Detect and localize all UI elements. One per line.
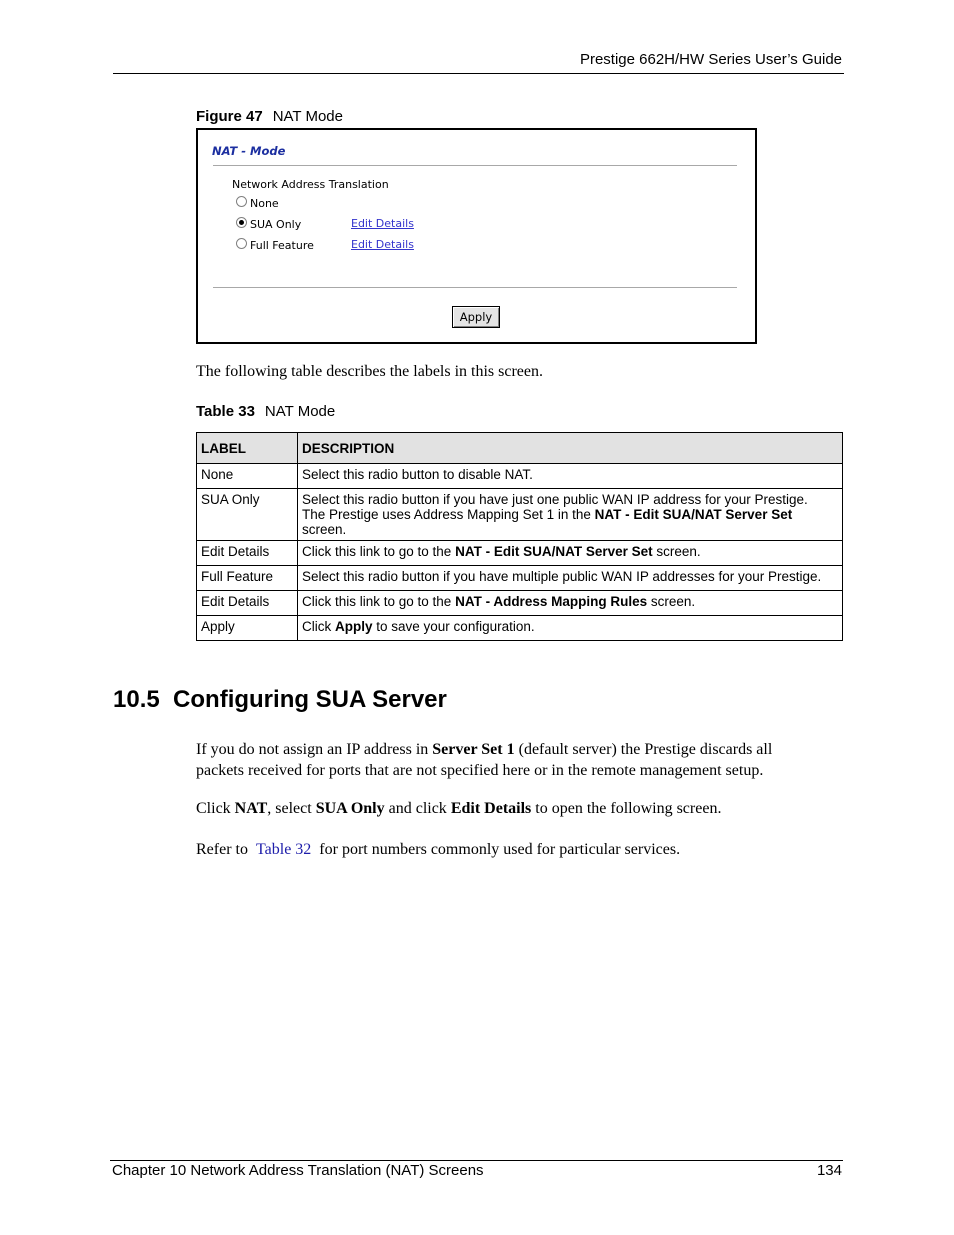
footer-divider — [110, 1160, 843, 1161]
table-row — [197, 541, 843, 566]
table-row — [197, 489, 843, 541]
section-heading: 10.5 Configuring SUA Server — [113, 686, 447, 713]
table-32-link[interactable]: Table 32 — [255, 841, 312, 858]
table-row — [197, 566, 843, 591]
figure-caption-text: NAT Mode — [272, 108, 343, 125]
radio-full-feature[interactable] — [236, 238, 247, 249]
paragraph-click-nat — [196, 800, 721, 818]
row-label: Edit Details — [197, 591, 298, 616]
row-description: Select this radio button if you have multiple public WAN IP addresses for your Prestige. — [298, 566, 843, 591]
radio-full-feature-label: Full Feature — [250, 239, 314, 252]
desc-text: The Prestige uses Address Mapping Set 1 in the — [302, 507, 595, 522]
radio-sua-only[interactable] — [236, 217, 247, 228]
desc-text: screen. — [652, 544, 701, 559]
desc-bold: Apply — [335, 619, 373, 634]
para-bold: Edit Details — [450, 800, 532, 817]
nat-group-label: Network Address Translation — [232, 178, 389, 191]
desc-text: Select this radio button if you have just one public WAN IP address for your Prestige. — [302, 492, 808, 507]
row-description: Select this radio button to disable NAT. — [298, 464, 843, 489]
nat-mode-screenshot — [196, 128, 757, 344]
para-text: If you do not assign an IP address in — [196, 741, 433, 758]
para-text: to open the following screen. — [531, 800, 722, 817]
radio-sua-only-label: SUA Only — [250, 218, 302, 231]
desc-text: to save your configuration. — [372, 619, 535, 634]
screen-title: NAT - Mode — [212, 144, 286, 158]
row-label: Full Feature — [197, 566, 298, 591]
intro-paragraph: The following table describes the labels in this screen. — [196, 363, 544, 380]
table-label: Table 33 — [196, 403, 255, 420]
table-row — [197, 591, 843, 616]
header-divider — [113, 73, 844, 74]
footer-chapter: Chapter 10 Network Address Translation (NAT) Screens — [112, 1162, 484, 1179]
paragraph-refer — [196, 841, 680, 859]
desc-bold: NAT - Edit SUA/NAT Server Set — [594, 507, 793, 522]
para-text: for port numbers commonly used for particular services. — [315, 841, 681, 858]
para-bold: SUA Only — [315, 800, 385, 817]
apply-button[interactable]: Apply — [452, 306, 500, 328]
desc-bold: NAT - Edit SUA/NAT Server Set — [455, 544, 653, 559]
figure-label: Figure 47 — [196, 108, 263, 125]
table-row — [197, 616, 843, 641]
desc-bold: NAT - Address Mapping Rules — [455, 594, 648, 609]
column-header-description: DESCRIPTION — [298, 433, 843, 464]
table-caption-text: NAT Mode — [264, 403, 336, 420]
para-bold: Server Set 1 — [432, 741, 515, 758]
row-description — [298, 616, 843, 641]
page-number: 134 — [816, 1162, 842, 1179]
desc-text: screen. — [647, 594, 696, 609]
desc-text: Click — [302, 619, 335, 634]
screen-divider-bottom — [213, 287, 737, 289]
para-text: (default server) the Prestige discards all — [514, 741, 773, 758]
nat-mode-table — [196, 432, 843, 641]
row-description — [298, 489, 843, 541]
edit-details-full-link[interactable]: Edit Details — [351, 238, 414, 251]
screen-divider-top — [213, 165, 737, 167]
row-label: Apply — [197, 616, 298, 641]
para-text: Click — [196, 800, 235, 817]
table-caption — [196, 403, 335, 420]
edit-details-sua-link[interactable]: Edit Details — [351, 217, 414, 230]
row-label: Edit Details — [197, 541, 298, 566]
radio-none[interactable] — [236, 196, 247, 207]
paragraph-server-set — [196, 739, 772, 781]
running-header: Prestige 662H/HW Series User’s Guide — [579, 51, 842, 68]
desc-text: screen. — [302, 522, 347, 537]
figure-caption — [196, 108, 343, 125]
row-label: SUA Only — [197, 489, 298, 541]
table-row — [197, 464, 843, 489]
para-text: packets received for ports that are not specified here or in the remote management setup. — [196, 762, 764, 779]
column-header-label: LABEL — [197, 433, 298, 464]
row-label: None — [197, 464, 298, 489]
para-text: Refer to — [196, 841, 252, 858]
desc-text: Click this link to go to the — [302, 544, 456, 559]
para-text: , select — [267, 800, 316, 817]
row-description — [298, 591, 843, 616]
para-text: and click — [384, 800, 451, 817]
row-description — [298, 541, 843, 566]
para-bold: NAT — [234, 800, 268, 817]
desc-text: Click this link to go to the — [302, 594, 456, 609]
table-header-row — [197, 433, 843, 464]
radio-none-label: None — [250, 197, 279, 210]
